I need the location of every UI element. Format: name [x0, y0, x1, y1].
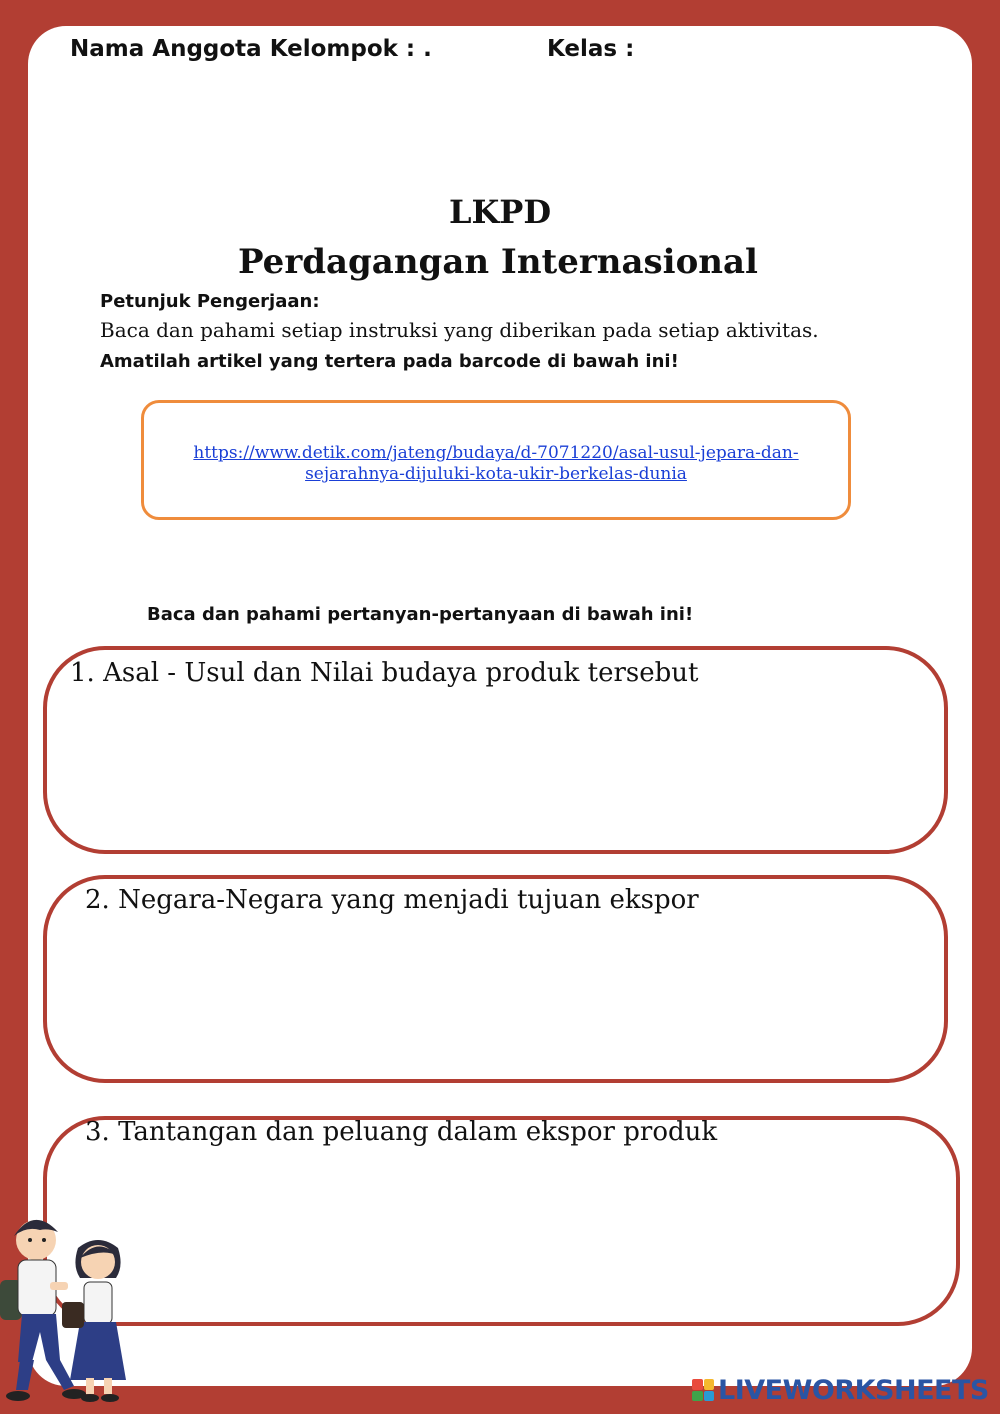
article-link-box	[141, 400, 851, 520]
article-link[interactable]	[164, 443, 828, 485]
liveworksheets-icon	[692, 1379, 714, 1401]
group-members-label: Nama Anggota Kelompok : .	[70, 36, 432, 62]
question-2: 2. Negara-Negara yang menjadi tujuan ekspor	[85, 885, 699, 915]
page-subtitle: Perdagangan Internasional	[238, 242, 758, 282]
answer-box-3[interactable]	[43, 1116, 960, 1326]
instructions-text: Baca dan pahami setiap instruksi yang diberikan pada setiap aktivitas.	[100, 318, 819, 342]
page-title: LKPD	[448, 193, 552, 231]
students-illustration	[0, 1210, 150, 1410]
liveworksheets-wordmark: LIVEWORKSHEETS	[718, 1374, 989, 1406]
instructions-label: Petunjuk Pengerjaan:	[100, 291, 320, 312]
observe-instruction: Amatilah artikel yang tertera pada barcode di bawah ini!	[100, 351, 679, 372]
liveworksheets-logo	[692, 1370, 989, 1410]
girl-figure	[62, 1240, 126, 1402]
question-3: 3. Tantangan dan peluang dalam ekspor produk	[85, 1117, 718, 1147]
questions-intro: Baca dan pahami pertanyan-pertanyaan di bawah ini!	[147, 604, 694, 625]
class-label: Kelas :	[547, 36, 635, 62]
article-link-line-2[interactable]: sejarahnya-dijuluki-kota-ukir-berkelas-dunia	[305, 464, 687, 484]
question-1: 1. Asal - Usul dan Nilai budaya produk tersebut	[70, 658, 699, 688]
article-link-line-1[interactable]: https://www.detik.com/jateng/budaya/d-7071220/asal-usul-jepara-dan-	[193, 443, 799, 463]
